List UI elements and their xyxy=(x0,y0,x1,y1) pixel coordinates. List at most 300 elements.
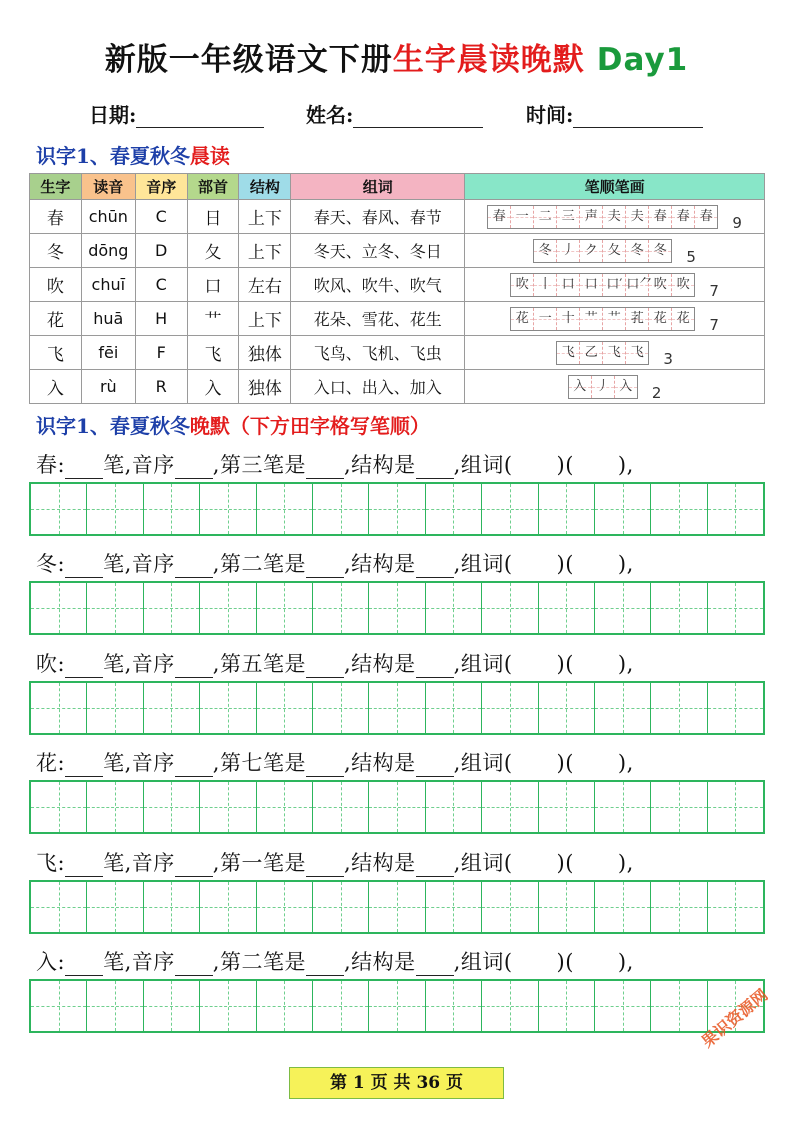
tianzige-cell[interactable] xyxy=(369,981,425,1031)
header-pinyin: 读音 xyxy=(81,174,135,200)
tianzige-cell[interactable] xyxy=(426,484,482,534)
cell-strokes xyxy=(465,234,765,268)
stroke-cell xyxy=(649,308,672,330)
cell-words: 飞鸟、飞机、飞虫 xyxy=(291,336,465,370)
stroke-glyph: 艹 xyxy=(584,310,598,326)
tianzige-cell[interactable] xyxy=(31,981,87,1031)
stroke-glyph: 夂 xyxy=(607,242,621,258)
stroke-count: 9 xyxy=(732,213,742,232)
stroke-cell xyxy=(615,376,637,398)
stroke-cell xyxy=(580,240,603,262)
stroke-cell xyxy=(695,206,717,228)
stroke-cell xyxy=(626,274,653,296)
stroke-count-blank[interactable] xyxy=(65,856,103,877)
stroke-glyph: 口⺈ xyxy=(626,276,653,292)
question-line xyxy=(36,847,776,877)
stroke-glyph: 艹 xyxy=(607,310,621,326)
label-yinxu: 音序 xyxy=(131,552,175,576)
stroke-cell xyxy=(511,206,534,228)
question-colon: : xyxy=(57,751,66,775)
label-mid: )( xyxy=(556,552,574,576)
label-bi: 笔, xyxy=(103,950,132,974)
structure-blank[interactable] xyxy=(416,955,454,976)
section-evening-lesson: 识字1、春夏秋冬 xyxy=(36,414,190,438)
question-colon: : xyxy=(57,950,66,974)
stroke-cell xyxy=(557,206,580,228)
date-label: 日期: xyxy=(89,103,137,127)
label-bi: 笔, xyxy=(103,552,132,576)
cell-strokes xyxy=(465,268,765,302)
label-yinxu: 音序 xyxy=(131,851,175,875)
header-words: 组词 xyxy=(291,174,465,200)
question-char: 飞 xyxy=(36,851,58,875)
stroke-count: 7 xyxy=(709,281,719,300)
tianzige-cell[interactable] xyxy=(369,683,425,733)
stroke-count: 7 xyxy=(709,315,719,334)
tianzige-cell[interactable] xyxy=(482,782,538,832)
tianzige-cell[interactable] xyxy=(539,683,595,733)
tianzige-cell[interactable] xyxy=(200,882,256,932)
stroke-cell xyxy=(557,274,580,296)
table-row xyxy=(30,234,765,268)
index-blank[interactable] xyxy=(175,856,213,877)
stroke-cell xyxy=(488,206,511,228)
tianzige-cell[interactable] xyxy=(708,583,763,633)
cell-radical: 艹 xyxy=(187,302,239,336)
tianzige-cell[interactable] xyxy=(144,683,200,733)
time-line xyxy=(573,105,703,128)
stroke-cell xyxy=(580,342,603,364)
cell-structure: 上下 xyxy=(239,200,291,234)
tianzige-cell[interactable] xyxy=(313,981,369,1031)
index-blank[interactable] xyxy=(175,657,213,678)
cell-radical: 入 xyxy=(187,370,239,404)
cell-char: 吹 xyxy=(30,268,82,302)
stroke-glyph: 春 xyxy=(653,208,667,224)
label-mid: )( xyxy=(556,453,574,477)
stroke-cell xyxy=(603,274,626,296)
stroke-glyph: 丨 xyxy=(538,276,552,292)
tianzige-grid xyxy=(29,482,765,536)
stroke-blank[interactable] xyxy=(306,657,344,678)
label-yinxu: 音序 xyxy=(131,453,175,477)
cell-pinyin: chūn xyxy=(81,200,135,234)
label-bishi: 笔是 xyxy=(262,851,306,875)
stroke-glyph: 春 xyxy=(492,208,506,224)
question-line xyxy=(36,648,776,678)
tianzige-cell[interactable] xyxy=(257,782,313,832)
label-jiegou: ,结构是 xyxy=(343,652,416,676)
cell-structure: 独体 xyxy=(239,336,291,370)
tianzige-cell[interactable] xyxy=(31,583,87,633)
stroke-count-blank[interactable] xyxy=(65,458,103,479)
index-blank[interactable] xyxy=(175,458,213,479)
question-line xyxy=(36,747,776,777)
tianzige-cell[interactable] xyxy=(426,782,482,832)
stroke-glyph: 飞 xyxy=(630,344,644,360)
tianzige-cell[interactable] xyxy=(708,882,763,932)
stroke-glyph: 花 xyxy=(676,310,690,326)
tianzige-cell[interactable] xyxy=(651,683,707,733)
tianzige-cell[interactable] xyxy=(144,882,200,932)
stroke-cell xyxy=(580,206,603,228)
stroke-count-blank[interactable] xyxy=(65,657,103,678)
header-strokes: 笔顺笔画 xyxy=(465,174,765,200)
tianzige-cell[interactable] xyxy=(595,683,651,733)
stroke-cell xyxy=(626,308,649,330)
stroke-cell xyxy=(511,308,534,330)
cell-pinyin: rù xyxy=(81,370,135,404)
tianzige-cell[interactable] xyxy=(313,683,369,733)
tianzige-cell[interactable] xyxy=(539,782,595,832)
label-bishi: 笔是 xyxy=(262,552,306,576)
stroke-cell xyxy=(592,376,615,398)
tianzige-cell[interactable] xyxy=(595,484,651,534)
header-radical: 部首 xyxy=(187,174,239,200)
stroke-blank[interactable] xyxy=(306,756,344,777)
question-nth: 五 xyxy=(241,652,263,676)
question-char: 春 xyxy=(36,453,58,477)
label-end: ), xyxy=(617,751,634,775)
page-footer: 第 1 页 共 36 页 xyxy=(289,1067,504,1099)
stroke-count: 2 xyxy=(651,383,662,402)
label-end: ), xyxy=(617,851,634,875)
stroke-cell xyxy=(534,308,557,330)
name-field[interactable] xyxy=(306,99,483,128)
tianzige-cell[interactable] xyxy=(87,882,143,932)
tianzige-cell[interactable] xyxy=(539,484,595,534)
tianzige-cell[interactable] xyxy=(708,782,763,832)
stroke-glyph: 一 xyxy=(538,310,552,326)
label-mid: )( xyxy=(556,851,574,875)
label-bi: 笔, xyxy=(103,751,132,775)
tianzige-cell[interactable] xyxy=(651,583,707,633)
stroke-glyph: 夫 xyxy=(630,208,644,224)
stroke-blank[interactable] xyxy=(306,458,344,479)
tianzige-cell[interactable] xyxy=(539,882,595,932)
time-field[interactable] xyxy=(526,99,703,128)
tianzige-grid xyxy=(29,979,765,1033)
tianzige-cell[interactable] xyxy=(651,484,707,534)
cell-structure: 上下 xyxy=(239,234,291,268)
tianzige-cell[interactable] xyxy=(482,484,538,534)
label-zuci: ,组词( xyxy=(453,453,513,477)
tianzige-cell[interactable] xyxy=(369,882,425,932)
tianzige-cell[interactable] xyxy=(144,583,200,633)
stroke-count-blank[interactable] xyxy=(65,756,103,777)
stroke-cell xyxy=(569,376,592,398)
cell-words: 春天、春风、春节 xyxy=(291,200,465,234)
tianzige-cell[interactable] xyxy=(87,484,143,534)
question-line xyxy=(36,946,776,976)
tianzige-cell[interactable] xyxy=(708,683,763,733)
label-bishi: 笔是 xyxy=(262,652,306,676)
stroke-cell xyxy=(557,342,580,364)
label-end: ), xyxy=(617,652,634,676)
label-zuci: ,组词( xyxy=(453,851,513,875)
tianzige-cell[interactable] xyxy=(595,981,651,1031)
stroke-cell xyxy=(626,240,649,262)
tianzige-cell[interactable] xyxy=(200,782,256,832)
tianzige-cell[interactable] xyxy=(257,583,313,633)
table-row xyxy=(30,336,765,370)
tianzige-cell[interactable] xyxy=(482,882,538,932)
cell-words: 吹风、吹牛、吹气 xyxy=(291,268,465,302)
question-colon: : xyxy=(57,851,66,875)
table-row xyxy=(30,370,765,404)
tianzige-cell[interactable] xyxy=(31,782,87,832)
tianzige-cell[interactable] xyxy=(708,484,763,534)
structure-blank[interactable] xyxy=(416,756,454,777)
stroke-cell xyxy=(649,206,672,228)
label-bishi: 笔是 xyxy=(262,950,306,974)
label-di: ,第 xyxy=(212,652,242,676)
stroke-count-blank[interactable] xyxy=(65,557,103,578)
tianzige-cell[interactable] xyxy=(31,484,87,534)
tianzige-cell[interactable] xyxy=(144,782,200,832)
tianzige-cell[interactable] xyxy=(200,484,256,534)
label-jiegou: ,结构是 xyxy=(343,950,416,974)
stroke-glyph: 冬 xyxy=(653,242,667,258)
question-char: 吹 xyxy=(36,652,58,676)
page-title xyxy=(0,34,793,79)
label-zuci: ,组词( xyxy=(453,950,513,974)
stroke-cell xyxy=(580,274,603,296)
label-end: ), xyxy=(617,950,634,974)
tianzige-cell[interactable] xyxy=(87,782,143,832)
stroke-cell xyxy=(557,240,580,262)
label-mid: )( xyxy=(556,652,574,676)
tianzige-cell[interactable] xyxy=(595,882,651,932)
stroke-glyph: 春 xyxy=(699,208,713,224)
tianzige-cell[interactable] xyxy=(313,484,369,534)
stroke-glyph: 三 xyxy=(561,208,575,224)
cell-char: 冬 xyxy=(30,234,82,268)
structure-blank[interactable] xyxy=(416,657,454,678)
section-morning-lesson: 识字1、春夏秋冬 xyxy=(36,144,190,168)
cell-words: 入口、出入、加入 xyxy=(291,370,465,404)
cell-index: C xyxy=(135,200,187,234)
cell-radical: 口 xyxy=(187,268,239,302)
stroke-cell xyxy=(672,274,694,296)
structure-blank[interactable] xyxy=(416,856,454,877)
label-jiegou: ,结构是 xyxy=(343,453,416,477)
tianzige-cell[interactable] xyxy=(595,782,651,832)
tianzige-cell[interactable] xyxy=(144,981,200,1031)
tianzige-cell[interactable] xyxy=(651,882,707,932)
structure-blank[interactable] xyxy=(416,458,454,479)
label-di: ,第 xyxy=(212,552,242,576)
tianzige-grid xyxy=(29,780,765,834)
cell-index: F xyxy=(135,336,187,370)
tianzige-cell[interactable] xyxy=(595,583,651,633)
tianzige-cell[interactable] xyxy=(313,782,369,832)
tianzige-cell[interactable] xyxy=(313,583,369,633)
label-mid: )( xyxy=(556,950,574,974)
tianzige-cell[interactable] xyxy=(257,683,313,733)
label-di: ,第 xyxy=(212,950,242,974)
stroke-count: 3 xyxy=(663,349,673,368)
label-bi: 笔, xyxy=(103,453,132,477)
stroke-glyph: 丿 xyxy=(596,378,610,394)
stroke-cell xyxy=(672,308,694,330)
tianzige-cell[interactable] xyxy=(651,981,707,1031)
stroke-glyph: 声 xyxy=(584,208,598,224)
tianzige-cell[interactable] xyxy=(651,782,707,832)
stroke-glyph: 吹 xyxy=(653,276,667,292)
tianzige-cell[interactable] xyxy=(426,882,482,932)
question-colon: : xyxy=(57,652,66,676)
section-evening-heading xyxy=(36,410,430,439)
question-line xyxy=(36,449,776,479)
stroke-count-blank[interactable] xyxy=(65,955,103,976)
stroke-glyph: 冬 xyxy=(630,242,644,258)
tianzige-cell[interactable] xyxy=(87,683,143,733)
tianzige-cell[interactable] xyxy=(200,981,256,1031)
time-label: 时间: xyxy=(526,103,574,127)
stroke-cell xyxy=(534,274,557,296)
structure-blank[interactable] xyxy=(416,557,454,578)
stroke-cell xyxy=(511,274,534,296)
stroke-cell xyxy=(603,342,626,364)
stroke-order-strip xyxy=(487,205,718,229)
cell-radical: 飞 xyxy=(187,336,239,370)
question-char: 花 xyxy=(36,751,58,775)
stroke-glyph: 十 xyxy=(561,310,575,326)
stroke-cell xyxy=(649,240,671,262)
stroke-glyph: 吹 xyxy=(515,276,529,292)
tianzige-cell[interactable] xyxy=(257,882,313,932)
stroke-glyph: 二 xyxy=(538,208,552,224)
stroke-glyph: 入 xyxy=(573,378,587,394)
label-zuci: ,组词( xyxy=(453,652,513,676)
tianzige-grid xyxy=(29,581,765,635)
stroke-glyph: 口′ xyxy=(606,276,623,292)
question-line xyxy=(36,548,776,578)
cell-strokes xyxy=(465,370,765,404)
tianzige-cell[interactable] xyxy=(369,484,425,534)
header-char: 生字 xyxy=(30,174,82,200)
cell-char: 入 xyxy=(30,370,82,404)
tianzige-cell[interactable] xyxy=(31,683,87,733)
label-jiegou: ,结构是 xyxy=(343,751,416,775)
tianzige-cell[interactable] xyxy=(31,882,87,932)
cell-pinyin: fēi xyxy=(81,336,135,370)
tianzige-cell[interactable] xyxy=(144,484,200,534)
stroke-glyph: 飞 xyxy=(561,344,575,360)
stroke-glyph: 花 xyxy=(653,310,667,326)
question-char: 冬 xyxy=(36,552,58,576)
stroke-cell xyxy=(649,274,672,296)
tianzige-cell[interactable] xyxy=(482,683,538,733)
label-yinxu: 音序 xyxy=(131,950,175,974)
label-di: ,第 xyxy=(212,851,242,875)
section-evening-label: 晚默 xyxy=(189,414,230,438)
label-mid: )( xyxy=(556,751,574,775)
table-row xyxy=(30,302,765,336)
tianzige-cell[interactable] xyxy=(539,583,595,633)
tianzige-cell[interactable] xyxy=(87,583,143,633)
tianzige-cell[interactable] xyxy=(369,583,425,633)
tianzige-grid xyxy=(29,681,765,735)
stroke-count: 5 xyxy=(686,247,696,266)
question-char: 入 xyxy=(36,950,58,974)
question-colon: : xyxy=(57,552,66,576)
tianzige-cell[interactable] xyxy=(200,583,256,633)
tianzige-cell[interactable] xyxy=(200,683,256,733)
stroke-glyph: 口 xyxy=(584,276,598,292)
title-part-day: Day1 xyxy=(596,42,689,78)
stroke-order-strip xyxy=(510,307,695,331)
tianzige-cell[interactable] xyxy=(482,981,538,1031)
tianzige-cell[interactable] xyxy=(482,583,538,633)
tianzige-cell[interactable] xyxy=(257,484,313,534)
date-field[interactable] xyxy=(89,99,264,128)
stroke-glyph: 夫 xyxy=(607,208,621,224)
tianzige-cell[interactable] xyxy=(87,981,143,1031)
name-line xyxy=(353,105,483,128)
stroke-cell xyxy=(626,206,649,228)
index-blank[interactable] xyxy=(175,557,213,578)
tianzige-cell[interactable] xyxy=(426,981,482,1031)
tianzige-grid xyxy=(29,880,765,934)
tianzige-cell[interactable] xyxy=(257,981,313,1031)
stroke-glyph: 吹 xyxy=(676,276,690,292)
name-label: 姓名: xyxy=(306,103,354,127)
cell-words: 花朵、雪花、花生 xyxy=(291,302,465,336)
cell-index: C xyxy=(135,268,187,302)
tianzige-cell[interactable] xyxy=(426,683,482,733)
cell-index: D xyxy=(135,234,187,268)
section-evening-note: （下方田字格写笔顺） xyxy=(229,414,430,438)
section-morning-heading xyxy=(36,140,230,169)
section-morning-label: 晨读 xyxy=(189,144,230,168)
table-header-row xyxy=(30,174,765,200)
label-di: ,第 xyxy=(212,453,242,477)
stroke-cell xyxy=(603,240,626,262)
header-index: 音序 xyxy=(135,174,187,200)
label-bishi: 笔是 xyxy=(262,751,306,775)
label-yinxu: 音序 xyxy=(131,751,175,775)
tianzige-cell[interactable] xyxy=(313,882,369,932)
stroke-cell xyxy=(603,308,626,330)
cell-index: R xyxy=(135,370,187,404)
stroke-glyph: 花 xyxy=(515,310,529,326)
stroke-glyph: 入 xyxy=(619,378,633,394)
cell-strokes xyxy=(465,200,765,234)
stroke-cell xyxy=(626,342,648,364)
stroke-blank[interactable] xyxy=(306,557,344,578)
index-blank[interactable] xyxy=(175,955,213,976)
question-colon: : xyxy=(57,453,66,477)
stroke-order-strip xyxy=(568,375,638,399)
tianzige-cell[interactable] xyxy=(369,782,425,832)
index-blank[interactable] xyxy=(175,756,213,777)
tianzige-cell[interactable] xyxy=(426,583,482,633)
cell-words: 冬天、立冬、冬日 xyxy=(291,234,465,268)
stroke-blank[interactable] xyxy=(306,856,344,877)
label-zuci: ,组词( xyxy=(453,552,513,576)
cell-structure: 左右 xyxy=(239,268,291,302)
label-jiegou: ,结构是 xyxy=(343,552,416,576)
table-row xyxy=(30,268,765,302)
label-end: ), xyxy=(617,552,634,576)
label-bishi: 笔是 xyxy=(262,453,306,477)
tianzige-cell[interactable] xyxy=(539,981,595,1031)
stroke-glyph: 冬 xyxy=(538,242,552,258)
stroke-blank[interactable] xyxy=(306,955,344,976)
cell-structure: 独体 xyxy=(239,370,291,404)
